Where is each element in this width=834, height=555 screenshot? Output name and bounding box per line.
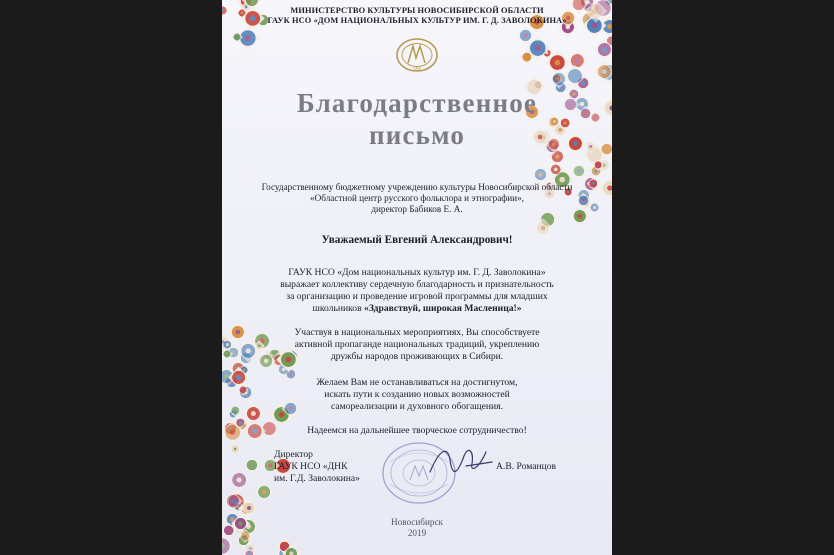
institution-name: ГАУК НСО «ДОМ НАЦИОНАЛЬНЫХ КУЛЬТУР ИМ. Г. Д. ЗАВОЛОКИНА» bbox=[267, 16, 567, 25]
document-title-line1: Благодарственное bbox=[296, 88, 538, 118]
dnk-logo bbox=[394, 36, 440, 74]
ornament-tile bbox=[570, 163, 587, 180]
ornament-tile bbox=[254, 482, 274, 502]
document-title-line2: письмо bbox=[368, 120, 466, 150]
handwritten-signature bbox=[426, 442, 498, 482]
year: 2019 bbox=[407, 528, 427, 538]
paragraph3-line3: самореализации и духовного обогащения. bbox=[331, 401, 503, 412]
paragraph1-line1: ГАУК НСО «Дом национальных культур им. Г. Д. Заволокина» bbox=[288, 267, 546, 278]
paragraph1-line4-prefix: школьников bbox=[312, 303, 365, 314]
signatory-name: А.В. Романцов bbox=[496, 461, 557, 472]
paragraph2-line3: дружбы народов проживающих в Сибири. bbox=[330, 351, 504, 362]
ministry-name: МИНИСТЕРСТВО КУЛЬТУРЫ НОВОСИБИРСКОЙ ОБЛАСТИ bbox=[290, 6, 544, 15]
ornament-tile bbox=[228, 469, 251, 492]
paragraph1-line4 bbox=[222, 303, 612, 315]
ornament-tile bbox=[243, 457, 260, 474]
paragraph3-line1: Желаем Вам не останавливаться на достигнутом, bbox=[316, 377, 518, 388]
event-name: «Здравствуй, широкая Масленица!» bbox=[364, 303, 522, 314]
closing-line: Надеемся на дальнейшее творческое сотрудничество! bbox=[307, 425, 527, 436]
paragraph1-line2: выражает коллективу сердечную благодарность и признательность bbox=[280, 279, 554, 290]
signatory-position1: Директор bbox=[274, 449, 313, 460]
paragraph2-line2: активной пропаганде национальных традиций, укреплению bbox=[294, 339, 540, 350]
recipient-line3: директор Бабиков Е. А. bbox=[371, 204, 463, 214]
paragraph1-line3: за организацию и проведение игровой программы для младших bbox=[286, 291, 548, 302]
paragraph3-line2: искать пути к созданию новых возможностей bbox=[324, 389, 510, 400]
city: Новосибирск bbox=[390, 517, 444, 527]
greeting: Уважаемый Евгений Александрович! bbox=[321, 234, 513, 246]
ornament-tile bbox=[229, 443, 241, 455]
paragraph2-line1: Участвуя в национальных мероприятиях, Вы способствуете bbox=[294, 327, 540, 338]
logo-text: ДНК bbox=[412, 66, 422, 71]
signatory-position2: ГАУК НСО «ДНК bbox=[274, 461, 348, 472]
recipient-line1: Государственному бюджетному учреждению культуры Новосибирской области bbox=[261, 182, 573, 192]
letter-sheet bbox=[222, 0, 612, 555]
signatory-position3: им. Г.Д. Заволокина» bbox=[274, 473, 360, 484]
recipient-line2: «Областной центр русского фольклора и этнографии», bbox=[310, 193, 524, 203]
